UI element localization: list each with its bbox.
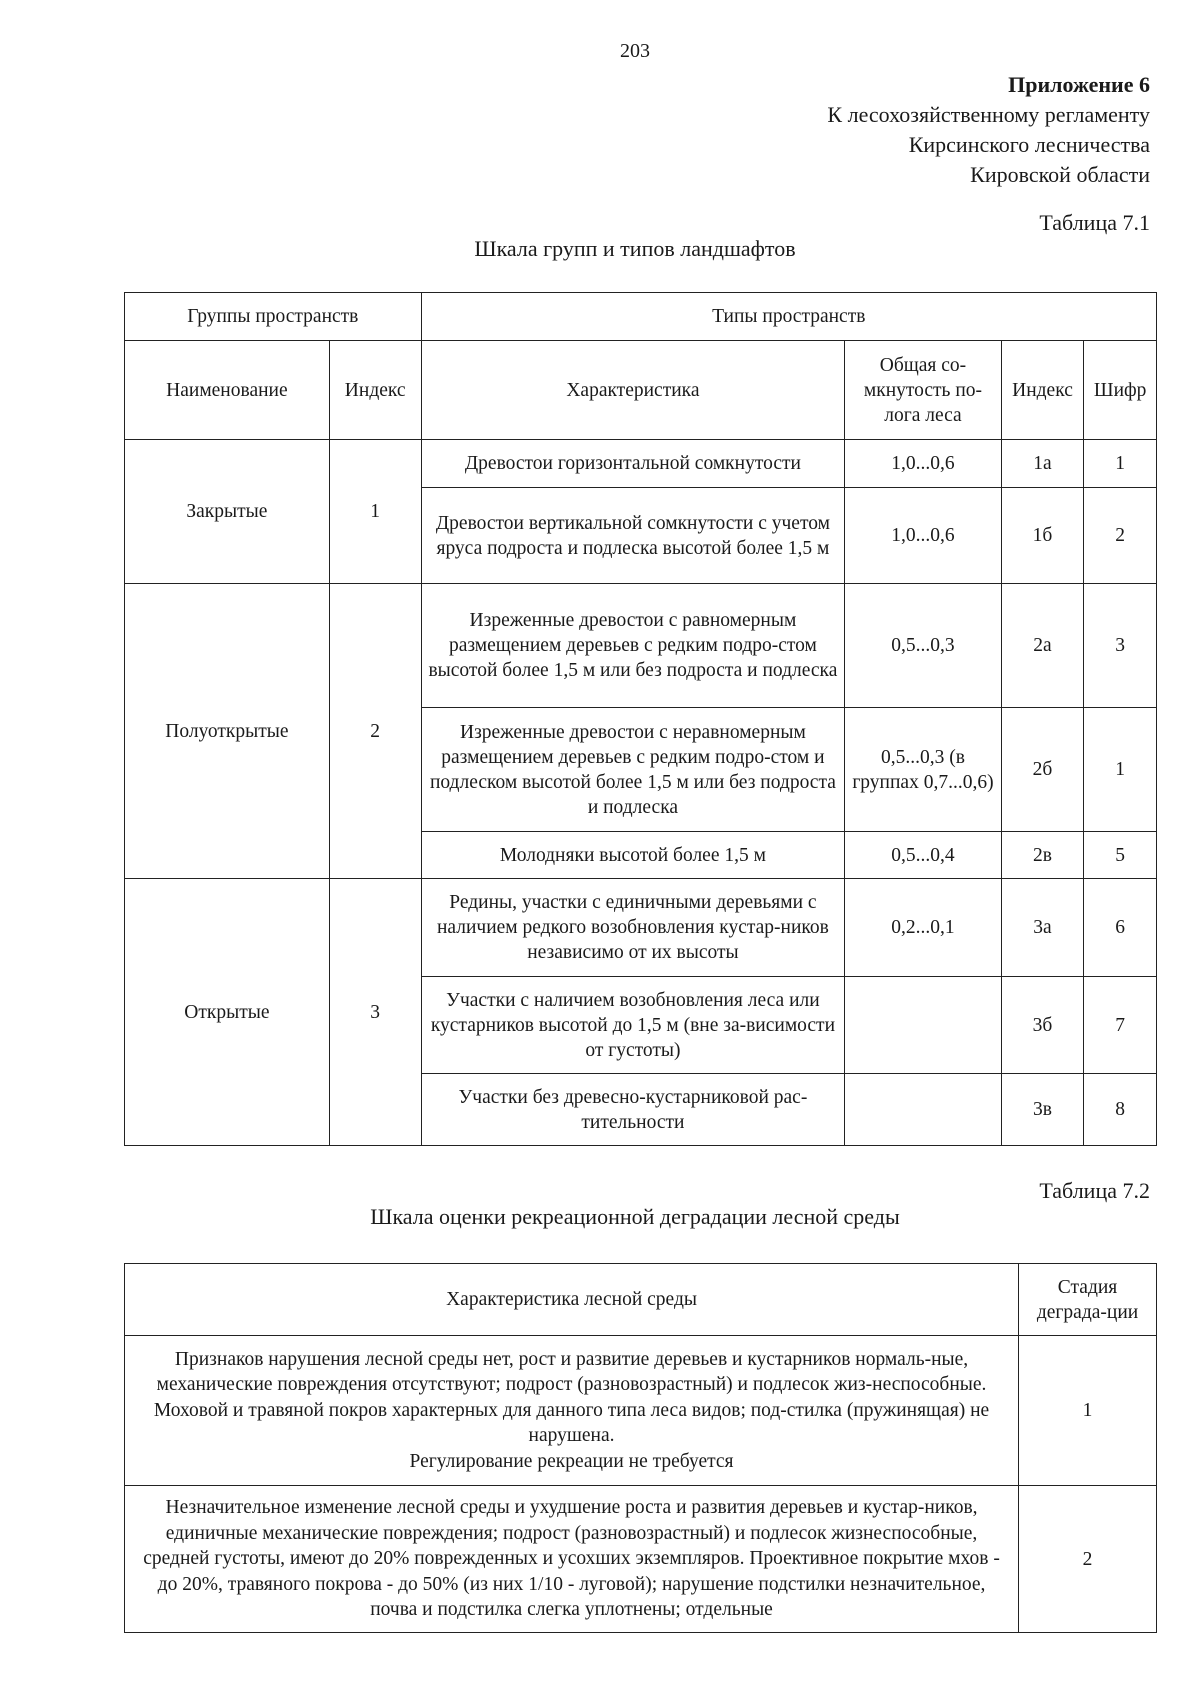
- table-row: [125, 879, 1157, 977]
- stage-description: [125, 1486, 1019, 1633]
- header-type-index: Индекс: [1001, 341, 1084, 440]
- header-index: Индекс: [329, 341, 421, 440]
- row-density: 0,5...0,3: [845, 584, 1001, 708]
- row-index: 1а: [1001, 440, 1084, 488]
- row-characteristic: Древостои вертикальной сомкнутости с учетом яруса подроста и подлеска высотой более 1,5 м: [421, 488, 845, 584]
- header-groups: Группы пространств: [125, 293, 422, 341]
- header-characteristic: Характеристика: [421, 341, 845, 440]
- row-characteristic: Молодняки высотой более 1,5 м: [421, 832, 845, 879]
- table-row: [125, 440, 1157, 488]
- table-subheader-row: [125, 341, 1157, 440]
- appendix-line-1: К лесохозяйственному регламенту: [827, 102, 1150, 127]
- header-types: Типы пространств: [421, 293, 1156, 341]
- row-density: 0,5...0,3 (в группах 0,7...0,6): [845, 708, 1001, 832]
- degradation-scale-table: [124, 1263, 1157, 1633]
- appendix-line-3: Кировской области: [970, 162, 1150, 187]
- table-header-row: [125, 1264, 1157, 1336]
- row-index: 1б: [1001, 488, 1084, 584]
- row-density: 0,5...0,4: [845, 832, 1001, 879]
- landscape-groups-table: [124, 292, 1157, 1146]
- stage-description-text: Незначительное изменение лесной среды и ухудшение роста и развития деревьев и кустар-ников, единичные механические повреждения; подрост (разновозрастный) и подлесок жизнеспособные, средней густоты, имеют до 20% поврежденных и усохших экземпляров. Проективное покрытие мхов - до 20%, травяного покрова - до 50% (из них 1/10 - луговой); нарушение подстилки незначительное, почва и подстилка слегка уплотнены; отдельные: [143, 1497, 1000, 1621]
- header-environment-characteristic: Характеристика лесной среды: [125, 1264, 1019, 1336]
- appendix-title: Приложение 6: [1008, 72, 1150, 97]
- row-characteristic: Редины, участки с единичными деревьями с наличием редкого возобновления кустар-ников независимо от их высоты: [421, 879, 845, 977]
- stage-number: 2: [1019, 1486, 1157, 1633]
- table-header-row: [125, 293, 1157, 341]
- appendix-header: [827, 70, 1150, 190]
- row-code: 5: [1084, 832, 1157, 879]
- stage-description-text: Признаков нарушения лесной среды нет, рост и развитие деревьев и кустарников нормаль-ные, механические повреждения отсутствуют; подрост (разновозрастный) и подлесок жиз-неспособные. Моховой и травяной покров характерных для данного типа леса видов; под-стилка (пружинящая) не нарушена.: [153, 1348, 990, 1447]
- table-row: [125, 584, 1157, 708]
- row-index: 3а: [1001, 879, 1084, 977]
- group-name: Открытые: [125, 879, 330, 1146]
- group-index: 1: [329, 440, 421, 584]
- table-7-1-number: Таблица 7.1: [1039, 210, 1150, 235]
- row-characteristic: Участки с наличием возобновления леса или кустарников высотой до 1,5 м (вне за-висимости от густоты): [421, 977, 845, 1074]
- row-index: 3б: [1001, 977, 1084, 1074]
- group-index: 2: [329, 584, 421, 879]
- table-7-2-title: Шкала оценки рекреационной деградации лесной среды: [370, 1204, 900, 1229]
- group-name: Закрытые: [125, 440, 330, 584]
- row-density: 0,2...0,1: [845, 879, 1001, 977]
- row-code: 6: [1084, 879, 1157, 977]
- row-code: 2: [1084, 488, 1157, 584]
- stage-description: [125, 1336, 1019, 1486]
- row-density: 1,0...0,6: [845, 440, 1001, 488]
- row-density: 1,0...0,6: [845, 488, 1001, 584]
- header-degradation-stage: Стадия деграда-ции: [1019, 1264, 1157, 1336]
- stage-note: Регулирование рекреации не требуется: [409, 1450, 734, 1472]
- row-characteristic: Изреженные древостои с равномерным размещением деревьев с редким подро-стом высотой более 1,5 м или без подроста и подлеска: [421, 584, 845, 708]
- page-number: 203: [620, 40, 650, 62]
- row-code: 1: [1084, 708, 1157, 832]
- group-index: 3: [329, 879, 421, 1146]
- row-index: 2б: [1001, 708, 1084, 832]
- stage-number: 1: [1019, 1336, 1157, 1486]
- row-index: 2в: [1001, 832, 1084, 879]
- row-index: 3в: [1001, 1074, 1084, 1146]
- table-7-2-number: Таблица 7.2: [1039, 1178, 1150, 1203]
- table-row: [125, 1336, 1157, 1486]
- row-density: [845, 1074, 1001, 1146]
- row-index: 2а: [1001, 584, 1084, 708]
- row-code: 3: [1084, 584, 1157, 708]
- table-row: [125, 1486, 1157, 1633]
- row-code: 8: [1084, 1074, 1157, 1146]
- row-code: 7: [1084, 977, 1157, 1074]
- appendix-line-2: Кирсинского лесничества: [908, 132, 1150, 157]
- row-characteristic: Древостои горизонтальной сомкнутости: [421, 440, 845, 488]
- table-7-1-title: Шкала групп и типов ландшафтов: [474, 236, 796, 261]
- header-density: Общая со-мкнутость по-лога леса: [845, 341, 1001, 440]
- header-name: Наименование: [125, 341, 330, 440]
- header-code: Шифр: [1084, 341, 1157, 440]
- row-characteristic: Изреженные древостои с неравномерным размещением деревьев с редким подро-стом и подлеском высотой более 1,5 м или без подроста и подлеска: [421, 708, 845, 832]
- row-density: [845, 977, 1001, 1074]
- row-characteristic: Участки без древесно-кустарниковой рас-тительности: [421, 1074, 845, 1146]
- group-name: Полуоткрытые: [125, 584, 330, 879]
- row-code: 1: [1084, 440, 1157, 488]
